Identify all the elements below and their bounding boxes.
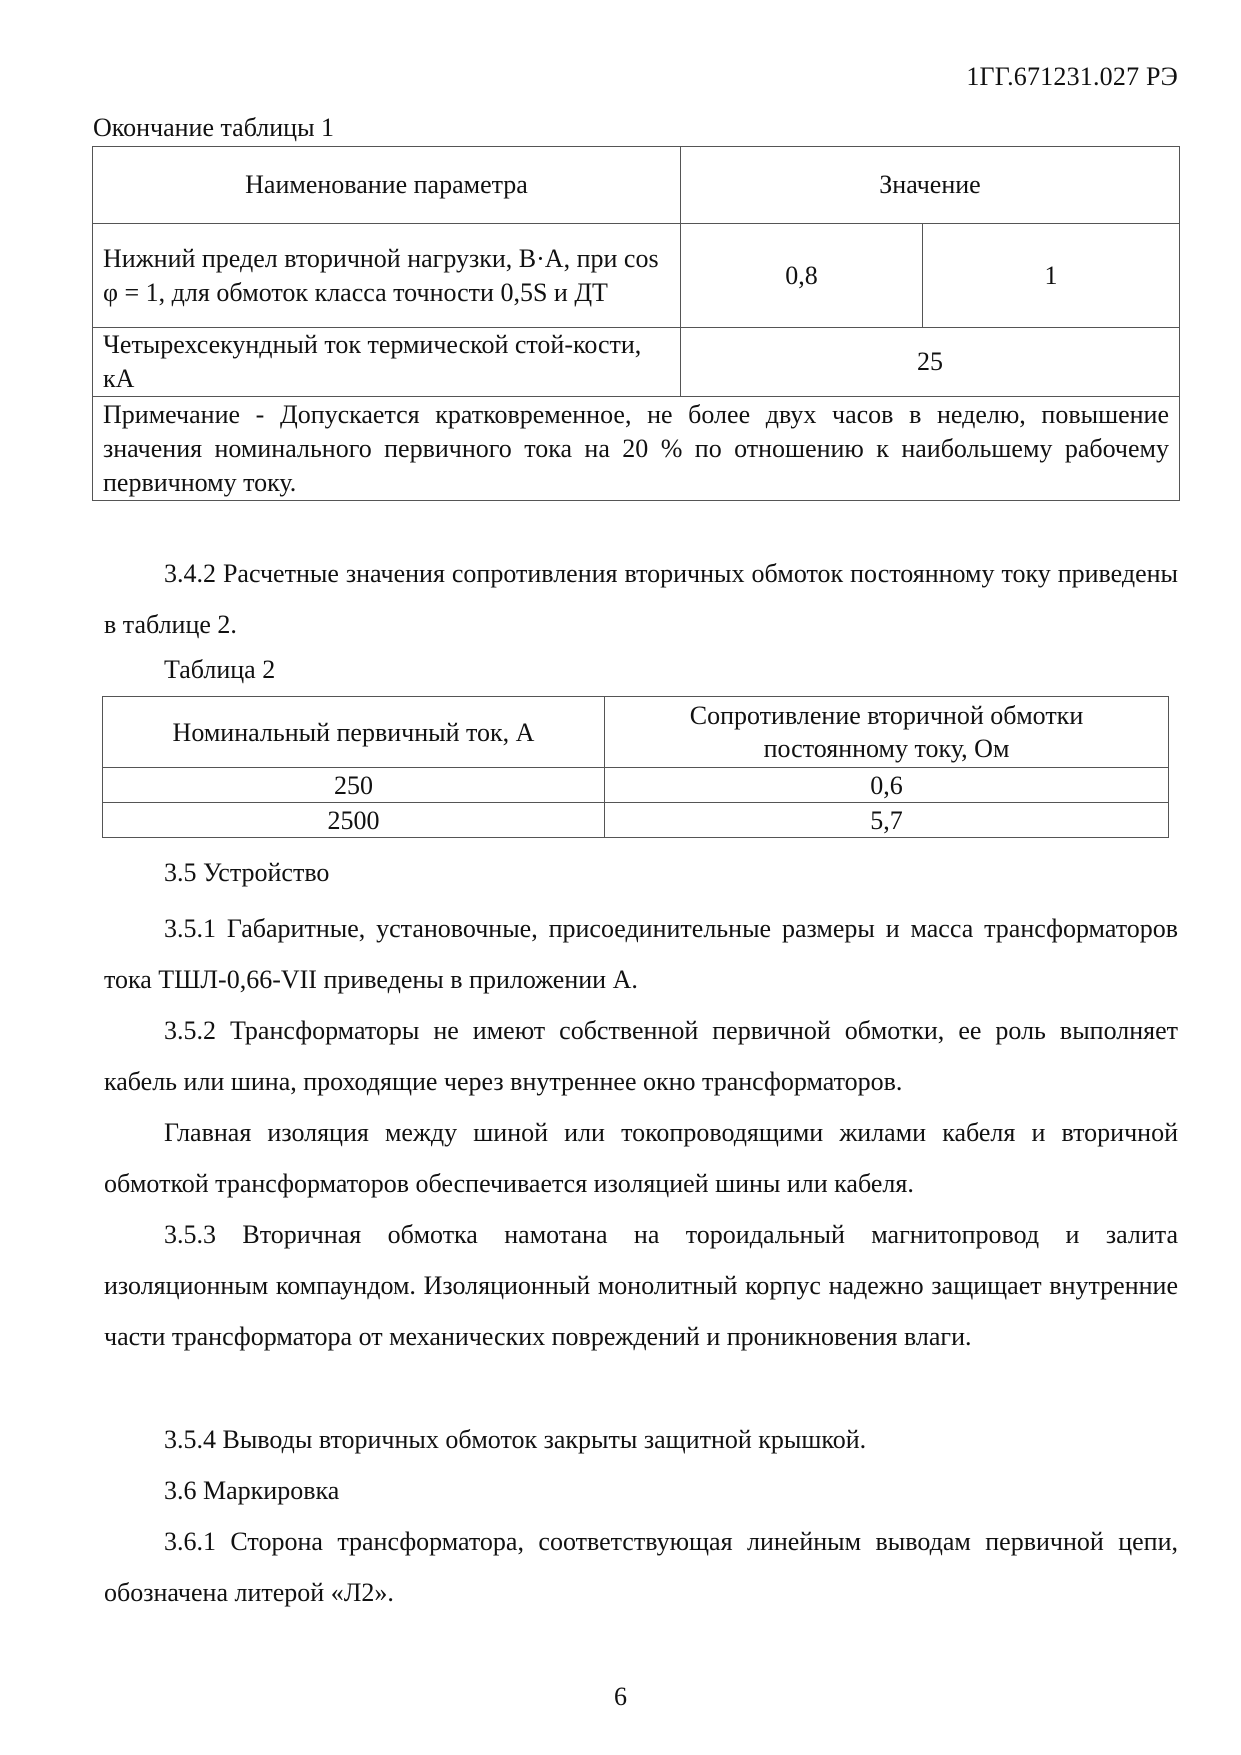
table2-header-resistance: Сопротивление вторичной обмотки постоянному току, Ом	[605, 697, 1169, 768]
heading-3-6: 3.6 Маркировка	[164, 1476, 340, 1505]
table1-header-value: Значение	[681, 147, 1180, 224]
paragraph-text: 3.5.3 Вторичная обмотка намотана на тороидальный магнитопровод и залита изоляционным компаундом. Изоляционный монолитный корпус надежно защищает внутренние части трансформатора от механических повреждений и проникновения влаги.	[104, 1220, 1178, 1351]
page-number: 6	[614, 1682, 627, 1711]
table1-value-cell: 1	[923, 224, 1180, 328]
table2-caption: Таблица 2	[164, 655, 276, 684]
table2-row	[103, 803, 1169, 838]
table2-cell: 2500	[103, 803, 605, 838]
table2	[102, 696, 1169, 838]
paragraph-3-5-2	[104, 1005, 1178, 1107]
paragraph-3-5-4: 3.5.4 Выводы вторичных обмоток закрыты защитной крышкой.	[164, 1425, 867, 1454]
table2-row	[103, 768, 1169, 803]
paragraph-3-5-1	[104, 903, 1178, 1005]
table1-caption: Окончание таблицы 1	[93, 113, 335, 142]
table1-value-cell: 25	[681, 328, 1180, 397]
paragraph-insulation	[104, 1107, 1178, 1209]
table1-row	[93, 328, 1180, 397]
table2-header-row	[103, 697, 1169, 768]
table1	[92, 146, 1180, 501]
table1-note: Примечание - Допускается кратковременное, не более двух часов в неделю, повышение значения номинального первичного тока на 20 % по отношению к наибольшему рабочему первичному току.	[93, 397, 1180, 501]
paragraph-text: 3.6.1 Сторона трансформатора, соответствующая линейным выводам первичной цепи, обозначена литерой «Л2».	[104, 1527, 1178, 1607]
document-code: 1ГГ.671231.027 РЭ	[966, 62, 1178, 91]
paragraph-3-6-1	[104, 1516, 1178, 1618]
paragraph-text: Главная изоляция между шиной или токопроводящими жилами кабеля и вторичной обмоткой трансформаторов обеспечивается изоляцией шины или кабеля.	[104, 1118, 1178, 1198]
table1-param-cell: Четырехсекундный ток термической стой-кости, кА	[93, 328, 681, 397]
paragraph-text: 3.4.2 Расчетные значения сопротивления вторичных обмоток постоянному току приведены в таблице 2.	[104, 559, 1178, 639]
table2-cell: 0,6	[605, 768, 1169, 803]
paragraph-3-5-3	[104, 1209, 1178, 1362]
table2-cell: 5,7	[605, 803, 1169, 838]
table2-cell: 250	[103, 768, 605, 803]
paragraph-text: 3.5.1 Габаритные, установочные, присоединительные размеры и масса трансформаторов тока ТШЛ-0,66-VII приведены в приложении А.	[104, 914, 1178, 994]
table2-header-current: Номинальный первичный ток, А	[103, 697, 605, 768]
paragraph-text: 3.5.2 Трансформаторы не имеют собственной первичной обмотки, ее роль выполняет кабель или шина, проходящие через внутреннее окно трансформаторов.	[104, 1016, 1178, 1096]
table1-header-row	[93, 147, 1180, 224]
table1-header-param: Наименование параметра	[93, 147, 681, 224]
table1-row	[93, 224, 1180, 328]
table1-value-cell: 0,8	[681, 224, 923, 328]
table1-note-row	[93, 397, 1180, 501]
table1-param-cell: Нижний предел вторичной нагрузки, В·А, при cos φ = 1, для обмоток класса точности 0,5S и ДТ	[93, 224, 681, 328]
heading-3-5: 3.5 Устройство	[164, 858, 330, 887]
paragraph-3-4-2	[104, 548, 1178, 650]
